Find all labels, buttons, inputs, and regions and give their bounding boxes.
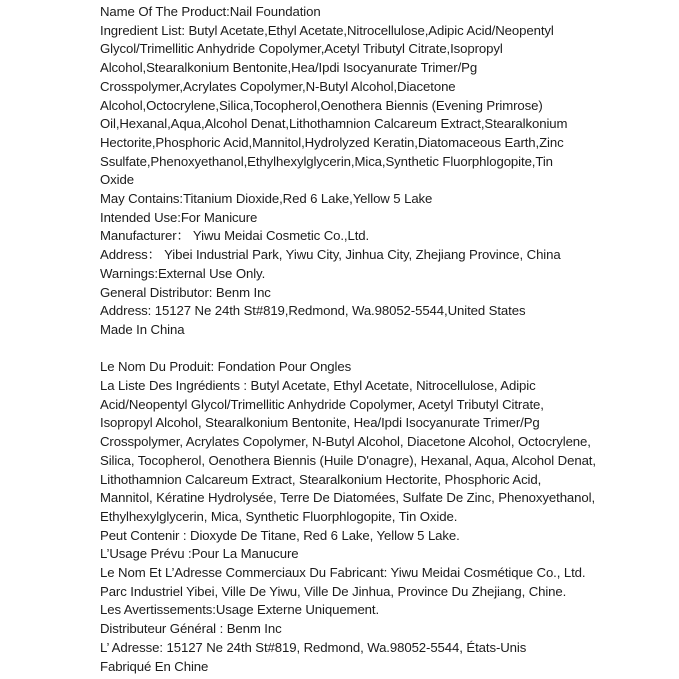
text-line: Manufacturer： Yiwu Meidai Cosmetic Co.,Ltd. — [100, 228, 370, 244]
text-line: Oxide — [100, 172, 134, 188]
text-line: Alcohol,Octocrylene,Silica,Tocopherol,Oenothera Biennis (Evening Primrose) — [100, 97, 543, 113]
text-line: Le Nom Du Produit: Fondation Pour Ongles — [100, 359, 352, 375]
label-document — [100, 3, 639, 676]
text-line: Intended Use:For Manicure — [100, 209, 258, 225]
text-line: Silica, Tocopherol, Oenothera Biennis (Huile D'onagre), Hexanal, Aqua, Alcohol Denat, — [100, 452, 596, 468]
text-line: Les Avertissements:Usage Externe Uniquement. — [100, 602, 380, 618]
text-line: Crosspolymer, Acrylates Copolymer, N-Butyl Alcohol, Diacetone Alcohol, Octocrylene, — [100, 434, 591, 450]
text-line: Acid/Neopentyl Glycol/Trimellitic Anhydride Copolymer, Acetyl Tributyl Citrate, — [100, 396, 544, 412]
text-line: Ingredient List: Butyl Acetate,Ethyl Acetate,Nitrocellulose,Adipic Acid/Neopentyl — [100, 22, 554, 38]
text-line: L’Usage Prévu :Pour La Manucure — [100, 546, 299, 562]
text-line: Address： Yibei Industrial Park, Yiwu City, Jinhua City, Zhejiang Province, China — [100, 247, 561, 263]
text-line: Distributeur Général : Benm Inc — [100, 621, 282, 637]
english-label-section — [100, 3, 639, 340]
text-line: Ethylhexylglycerin, Mica, Synthetic Fluorphlogopite, Tin Oxide. — [100, 508, 458, 524]
text-line: L’ Adresse: 15127 Ne 24th St#819, Redmond, Wa.98052-5544, États-Unis — [100, 639, 527, 655]
text-line: Alcohol,Stearalkonium Bentonite,Hea/Ipdi Isocyanurate Trimer/Pg — [100, 60, 478, 76]
french-label-section — [100, 358, 639, 676]
text-line: La Liste Des Ingrédients : Butyl Acetate, Ethyl Acetate, Nitrocellulose, Adipic — [100, 378, 536, 394]
text-line: Made In China — [100, 321, 185, 337]
text-line: Oil,Hexanal,Aqua,Alcohol Denat,Lithothamnion Calcareum Extract,Stearalkonium — [100, 116, 568, 132]
text-line: Hectorite,Phosphoric Acid,Mannitol,Hydrolyzed Keratin,Diatomaceous Earth,Zinc — [100, 134, 564, 150]
text-line: May Contains:Titanium Dioxide,Red 6 Lake,Yellow 5 Lake — [100, 191, 433, 207]
text-line: Crosspolymer,Acrylates Copolymer,N-Butyl Alcohol,Diacetone — [100, 78, 456, 94]
text-line: Mannitol, Kératine Hydrolysée, Terre De Diatomées, Sulfate De Zinc, Phenoxyethanol, — [100, 490, 596, 506]
text-line: Peut Contenir : Dioxyde De Titane, Red 6 Lake, Yellow 5 Lake. — [100, 527, 460, 543]
text-line: Glycol/Trimellitic Anhydride Copolymer,Acetyl Tributyl Citrate,Isopropyl — [100, 41, 503, 57]
text-line: Isopropyl Alcohol, Stearalkonium Bentonite, Hea/Ipdi Isocyanurate Trimer/Pg — [100, 415, 540, 431]
text-line: Parc Industriel Yibei, Ville De Yiwu, Ville De Jinhua, Province Du Zhejiang, Chine. — [100, 583, 567, 599]
text-line: Le Nom Et L’Adresse Commerciaux Du Fabricant: Yiwu Meidai Cosmétique Co., Ltd. — [100, 565, 586, 581]
text-line: General Distributor: Benm Inc — [100, 284, 271, 300]
text-line: Ssulfate,Phenoxyethanol,Ethylhexylglycerin,Mica,Synthetic Fluorphlogopite,Tin — [100, 153, 553, 169]
text-line: Name Of The Product:Nail Foundation — [100, 4, 321, 19]
text-line: Fabriqué En Chine — [100, 658, 209, 674]
text-line: Lithothamnion Calcareum Extract, Stearalkonium Hectorite, Phosphoric Acid, — [100, 471, 542, 487]
text-line: Address: 15127 Ne 24th St#819,Redmond, Wa.98052-5544,United States — [100, 303, 526, 319]
text-line: Warnings:External Use Only. — [100, 265, 266, 281]
